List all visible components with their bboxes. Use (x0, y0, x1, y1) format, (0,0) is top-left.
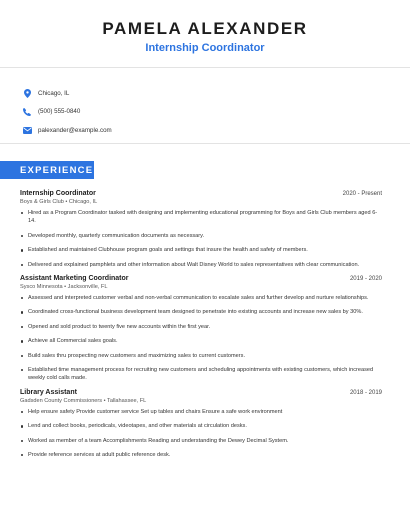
job-role: Assistant Marketing Coordinator (20, 275, 129, 283)
list-item: Delivered and explained pamphlets and other information about Walt Disney World to sales representatives with clear communication. (20, 261, 382, 269)
contact-email (22, 121, 112, 139)
job-role: Library Assistant (20, 388, 77, 396)
job-bullets (20, 209, 382, 269)
location-pin-icon (22, 88, 32, 98)
job-role: Internship Coordinator (20, 190, 96, 197)
job-organization: Sysco Minnesota • Jacksonville, FL (20, 284, 108, 291)
list-item: Developed monthly, quarterly communication documents as necessary. (20, 232, 382, 240)
list-item: Lend and collect books, periodicals, videotapes, and other materials at circulation desks. (20, 422, 382, 430)
candidate-title: Internship Coordinator (145, 42, 265, 54)
job-bullets (20, 408, 382, 460)
job-dates: 2020 - Present (342, 191, 382, 197)
contact-phone (22, 103, 112, 121)
contact-location (22, 84, 112, 102)
divider-top (0, 67, 410, 68)
phone-text: (500) 555-0840 (38, 108, 81, 115)
list-item: Opened and sold product to twenty five new accounts within the first year. (20, 323, 382, 331)
job-organization: Boys & Girls Club • Chicago, IL (20, 199, 98, 205)
contact-info (22, 84, 112, 140)
list-item: Established and maintained Clubhouse program goals and settings that insure the health and safety of members. (20, 246, 382, 254)
candidate-name: PAMELA ALEXANDER (102, 19, 308, 38)
list-item: Worked as member of a team Accomplishments Reading and understanding the Dewey Decimal System. (20, 437, 382, 445)
job-header (20, 190, 382, 197)
divider-middle (0, 143, 410, 144)
email-icon (22, 125, 32, 135)
list-item: Established time management process for recruiting new customers and scheduling appointments with existing customers, which increased weekly cold calls made. (20, 366, 382, 383)
resume-header (0, 0, 410, 55)
job-entry (20, 190, 382, 269)
phone-icon (22, 107, 32, 117)
job-header (20, 275, 382, 282)
job-dates: 2018 - 2019 (349, 389, 382, 396)
section-title: EXPERIENCE (20, 164, 94, 176)
list-item: Help ensure safety Provide customer service Set up tables and chairs Ensure a safe work environment (20, 408, 382, 416)
list-item: Build sales thru prospecting new customers and maximizing sales to current customers. (20, 352, 382, 360)
job-dates: 2019 - 2020 (349, 276, 382, 283)
job-bullets (20, 294, 382, 383)
job-entry (20, 275, 382, 383)
job-header (20, 389, 382, 396)
list-item: Assessed and interpreted customer verbal and non-verbal communication to escalate sales and further develop and nurture relationships. (20, 294, 382, 302)
experience-list (20, 190, 382, 466)
job-organization: Gadsden County Commissioners • Tallahassee, FL (20, 397, 147, 404)
location-text: Chicago, IL (38, 89, 70, 97)
list-item: Achieve all Commercial sales goals. (20, 337, 382, 345)
list-item: Provide reference services at adult public reference desk. (20, 451, 382, 459)
experience-section-header (0, 161, 94, 179)
list-item: Coordinated cross-functional business development team designed to penetrate into existing accounts and increase new sales by 30%. (20, 308, 382, 316)
email-text: palexander@example.com (38, 126, 112, 134)
job-entry (20, 389, 382, 460)
list-item: Hired as a Program Coordinator tasked with designing and implementing educational programming for Boys and Girls Club members aged 6-14. (20, 209, 382, 226)
